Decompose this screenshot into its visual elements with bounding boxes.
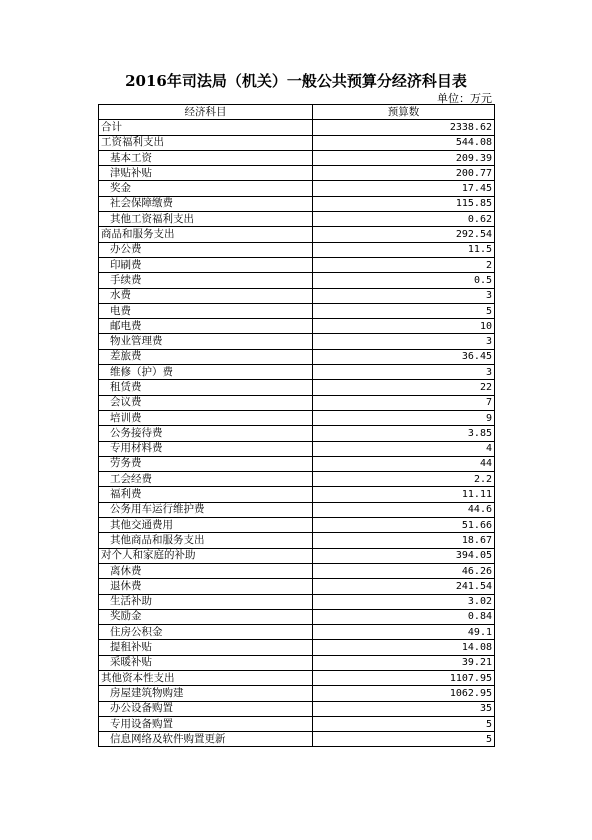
row-budget: 46.26 bbox=[313, 563, 495, 578]
row-budget: 5 bbox=[313, 303, 495, 318]
row-subject: 公务接待费 bbox=[99, 426, 313, 441]
row-budget: 17.45 bbox=[313, 181, 495, 196]
row-subject: 合计 bbox=[99, 120, 313, 135]
table-row bbox=[99, 410, 495, 425]
row-subject: 社会保障缴费 bbox=[99, 196, 313, 211]
row-budget: 544.08 bbox=[313, 135, 495, 150]
table-row bbox=[99, 686, 495, 701]
table-row bbox=[99, 533, 495, 548]
table-row bbox=[99, 181, 495, 196]
table-row bbox=[99, 150, 495, 165]
table-row bbox=[99, 395, 495, 410]
unit-label: 单位：万元 bbox=[437, 92, 492, 105]
row-subject: 基本工资 bbox=[99, 150, 313, 165]
row-budget: 4 bbox=[313, 441, 495, 456]
table-row bbox=[99, 380, 495, 395]
table-row bbox=[99, 135, 495, 150]
row-budget: 5 bbox=[313, 716, 495, 731]
row-budget: 44.6 bbox=[313, 502, 495, 517]
row-budget: 49.1 bbox=[313, 625, 495, 640]
table-row bbox=[99, 257, 495, 272]
row-budget: 44 bbox=[313, 456, 495, 471]
row-budget: 200.77 bbox=[313, 166, 495, 181]
row-budget: 1062.95 bbox=[313, 686, 495, 701]
row-subject: 奖励金 bbox=[99, 609, 313, 624]
table-row bbox=[99, 196, 495, 211]
table-row bbox=[99, 579, 495, 594]
row-budget: 5 bbox=[313, 732, 495, 747]
row-budget: 18.67 bbox=[313, 533, 495, 548]
row-budget: 0.84 bbox=[313, 609, 495, 624]
table-row bbox=[99, 487, 495, 502]
row-subject: 专用设备购置 bbox=[99, 716, 313, 731]
table-row bbox=[99, 365, 495, 380]
row-budget: 115.85 bbox=[313, 196, 495, 211]
table-row bbox=[99, 166, 495, 181]
row-budget: 51.66 bbox=[313, 518, 495, 533]
row-subject: 退休费 bbox=[99, 579, 313, 594]
row-subject: 生活补助 bbox=[99, 594, 313, 609]
table-row bbox=[99, 242, 495, 257]
table-row bbox=[99, 303, 495, 318]
row-subject: 住房公积金 bbox=[99, 625, 313, 640]
table-row bbox=[99, 273, 495, 288]
row-subject: 邮电费 bbox=[99, 319, 313, 334]
table-row bbox=[99, 670, 495, 685]
header-row bbox=[99, 105, 495, 120]
table-row bbox=[99, 334, 495, 349]
row-subject: 津贴补贴 bbox=[99, 166, 313, 181]
table-row bbox=[99, 472, 495, 487]
table-row bbox=[99, 594, 495, 609]
row-subject: 水费 bbox=[99, 288, 313, 303]
row-subject: 物业管理费 bbox=[99, 334, 313, 349]
row-subject: 对个人和家庭的补助 bbox=[99, 548, 313, 563]
table-row bbox=[99, 716, 495, 731]
row-subject: 信息网络及软件购置更新 bbox=[99, 732, 313, 747]
table-row bbox=[99, 349, 495, 364]
table-row bbox=[99, 212, 495, 227]
row-budget: 3 bbox=[313, 365, 495, 380]
table-row bbox=[99, 701, 495, 716]
table-row bbox=[99, 640, 495, 655]
row-budget: 1107.95 bbox=[313, 670, 495, 685]
row-subject: 专用材料费 bbox=[99, 441, 313, 456]
table-row bbox=[99, 227, 495, 242]
table-row bbox=[99, 655, 495, 670]
row-subject: 其他工资福利支出 bbox=[99, 212, 313, 227]
row-subject: 采暖补贴 bbox=[99, 655, 313, 670]
table-row bbox=[99, 609, 495, 624]
row-subject: 商品和服务支出 bbox=[99, 227, 313, 242]
table-row bbox=[99, 518, 495, 533]
table-row bbox=[99, 441, 495, 456]
row-budget: 11.5 bbox=[313, 242, 495, 257]
row-subject: 提租补贴 bbox=[99, 640, 313, 655]
row-subject: 奖金 bbox=[99, 181, 313, 196]
table-row bbox=[99, 563, 495, 578]
row-budget: 2338.62 bbox=[313, 120, 495, 135]
table-row bbox=[99, 625, 495, 640]
row-budget: 0.62 bbox=[313, 212, 495, 227]
row-subject: 租赁费 bbox=[99, 380, 313, 395]
row-subject: 办公费 bbox=[99, 242, 313, 257]
row-subject: 电费 bbox=[99, 303, 313, 318]
row-budget: 394.05 bbox=[313, 548, 495, 563]
row-subject: 公务用车运行维护费 bbox=[99, 502, 313, 517]
row-subject: 工资福利支出 bbox=[99, 135, 313, 150]
row-budget: 22 bbox=[313, 380, 495, 395]
row-budget: 11.11 bbox=[313, 487, 495, 502]
row-subject: 培训费 bbox=[99, 410, 313, 425]
row-budget: 14.08 bbox=[313, 640, 495, 655]
row-budget: 7 bbox=[313, 395, 495, 410]
header-budget: 预算数 bbox=[313, 105, 495, 120]
table-row bbox=[99, 426, 495, 441]
row-budget: 0.5 bbox=[313, 273, 495, 288]
row-subject: 福利费 bbox=[99, 487, 313, 502]
table-row bbox=[99, 456, 495, 471]
row-subject: 维修（护）费 bbox=[99, 365, 313, 380]
table-body bbox=[99, 120, 495, 747]
row-budget: 3 bbox=[313, 288, 495, 303]
row-subject: 离休费 bbox=[99, 563, 313, 578]
table-row bbox=[99, 548, 495, 563]
row-budget: 2 bbox=[313, 257, 495, 272]
row-budget: 36.45 bbox=[313, 349, 495, 364]
row-subject: 办公设备购置 bbox=[99, 701, 313, 716]
row-budget: 9 bbox=[313, 410, 495, 425]
table-row bbox=[99, 502, 495, 517]
row-subject: 其他交通费用 bbox=[99, 518, 313, 533]
row-subject: 其他商品和服务支出 bbox=[99, 533, 313, 548]
row-subject: 会议费 bbox=[99, 395, 313, 410]
row-budget: 10 bbox=[313, 319, 495, 334]
row-budget: 209.39 bbox=[313, 150, 495, 165]
row-subject: 差旅费 bbox=[99, 349, 313, 364]
table-row bbox=[99, 120, 495, 135]
row-subject: 房屋建筑物购建 bbox=[99, 686, 313, 701]
page-title: 2016年司法局（机关）一般公共预算分经济科目表 bbox=[125, 72, 467, 90]
budget-table bbox=[98, 104, 495, 747]
table-row bbox=[99, 319, 495, 334]
row-budget: 3.02 bbox=[313, 594, 495, 609]
table-row bbox=[99, 288, 495, 303]
row-subject: 其他资本性支出 bbox=[99, 670, 313, 685]
row-budget: 35 bbox=[313, 701, 495, 716]
row-budget: 241.54 bbox=[313, 579, 495, 594]
row-budget: 3.85 bbox=[313, 426, 495, 441]
row-subject: 印刷费 bbox=[99, 257, 313, 272]
header-subject: 经济科目 bbox=[99, 105, 313, 120]
row-budget: 3 bbox=[313, 334, 495, 349]
row-budget: 2.2 bbox=[313, 472, 495, 487]
row-subject: 工会经费 bbox=[99, 472, 313, 487]
row-budget: 292.54 bbox=[313, 227, 495, 242]
table-row bbox=[99, 732, 495, 747]
row-budget: 39.21 bbox=[313, 655, 495, 670]
row-subject: 劳务费 bbox=[99, 456, 313, 471]
row-subject: 手续费 bbox=[99, 273, 313, 288]
